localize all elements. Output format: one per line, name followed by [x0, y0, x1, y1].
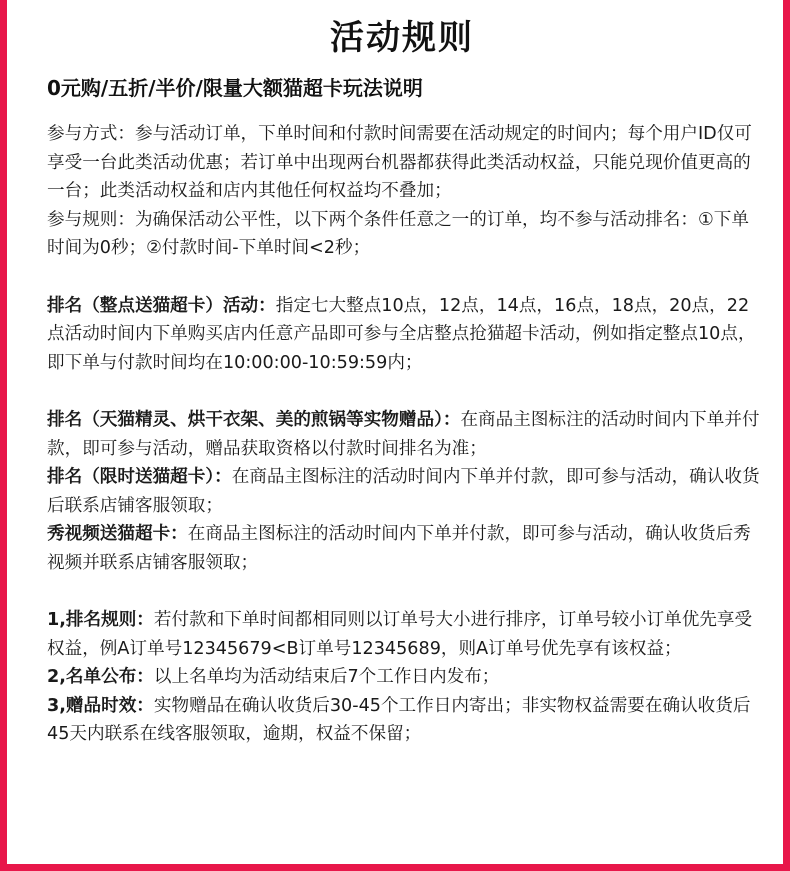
page-title: 活动规则	[330, 18, 474, 58]
gift-ranking-text: 在商品主图标注的活动时间内下单并付款，即可参与活动，赠品获取资格以付款时间排名为准；	[47, 409, 760, 459]
participation-rule: 参与规则：为确保活动公平性，以下两个条件任意之一的订单，均不参与活动排名：①下单时间为0秒；②付款时间-下单时间<2秒；	[47, 209, 749, 259]
timed-card-rule	[47, 463, 763, 520]
participation-way: 参与方式：参与活动订单，下单时间和付款时间需要在活动规定的时间内；每个用户ID仅可享受一台此类活动优惠；若订单中出现两台机器都获得此类活动权益，只能兑现价值更高的一台；此类活动权益和店内其他任何权益均不叠加；	[47, 124, 752, 202]
list-announcement-text: 以上名单均为活动结束后7个工作日内发布；	[153, 667, 500, 688]
ranking-rule	[47, 606, 763, 663]
video-card-rule	[47, 520, 763, 577]
gift-timing-label: 3,赠品时效：	[47, 695, 154, 716]
timed-card-label: 排名（限时送猫超卡）：	[47, 467, 232, 488]
video-card-text: 在商品主图标注的活动时间内下单并付款，即可参与活动，确认收货后秀视频并联系店铺客服领取；	[47, 524, 751, 573]
timed-card-text: 在商品主图标注的活动时间内下单并付款，即可参与活动，确认收货后联系店铺客服领取；	[47, 467, 760, 516]
gift-ranking-rule	[47, 406, 763, 463]
gift-timing-rule	[47, 692, 763, 749]
page-subtitle: 0元购/五折/半价/限量大额猫超卡玩法说明	[47, 76, 423, 100]
list-announcement-rule	[47, 663, 763, 692]
spacer	[47, 377, 763, 406]
rules-content	[47, 120, 763, 749]
video-card-label: 秀视频送猫超卡：	[47, 524, 188, 545]
ranking-rule-label: 1,排名规则：	[47, 610, 154, 631]
hourly-ranking-text: 指定七大整点10点，12点，14点，16点，18点，20点，22点活动时间内下单购买店内任意产品即可参与全店整点抢猫超卡活动，例如指定整点10点，即下单与付款时间均在10:00:00-10:59:59内；	[47, 295, 756, 373]
ranking-rule-text: 若付款和下单时间都相同则以订单号大小进行排序，订单号较小订单优先享受权益，例A订单号12345679<B订单号12345689，则A订单号优先享有该权益；	[47, 610, 753, 659]
hourly-ranking-label: 排名（整点送猫超卡）活动：	[47, 295, 276, 316]
hourly-ranking-rule	[47, 292, 763, 378]
spacer	[47, 263, 763, 292]
list-announcement-label: 2,名单公布：	[47, 667, 154, 688]
gift-ranking-label: 排名（天猫精灵、烘干衣架、美的煎锅等实物赠品）：	[47, 409, 461, 430]
gift-timing-text: 实物赠品在确认收货后30-45个工作日内寄出；非实物权益需要在确认收货后45天内联系在线客服领取，逾期，权益不保留；	[47, 695, 751, 745]
spacer	[47, 578, 763, 607]
